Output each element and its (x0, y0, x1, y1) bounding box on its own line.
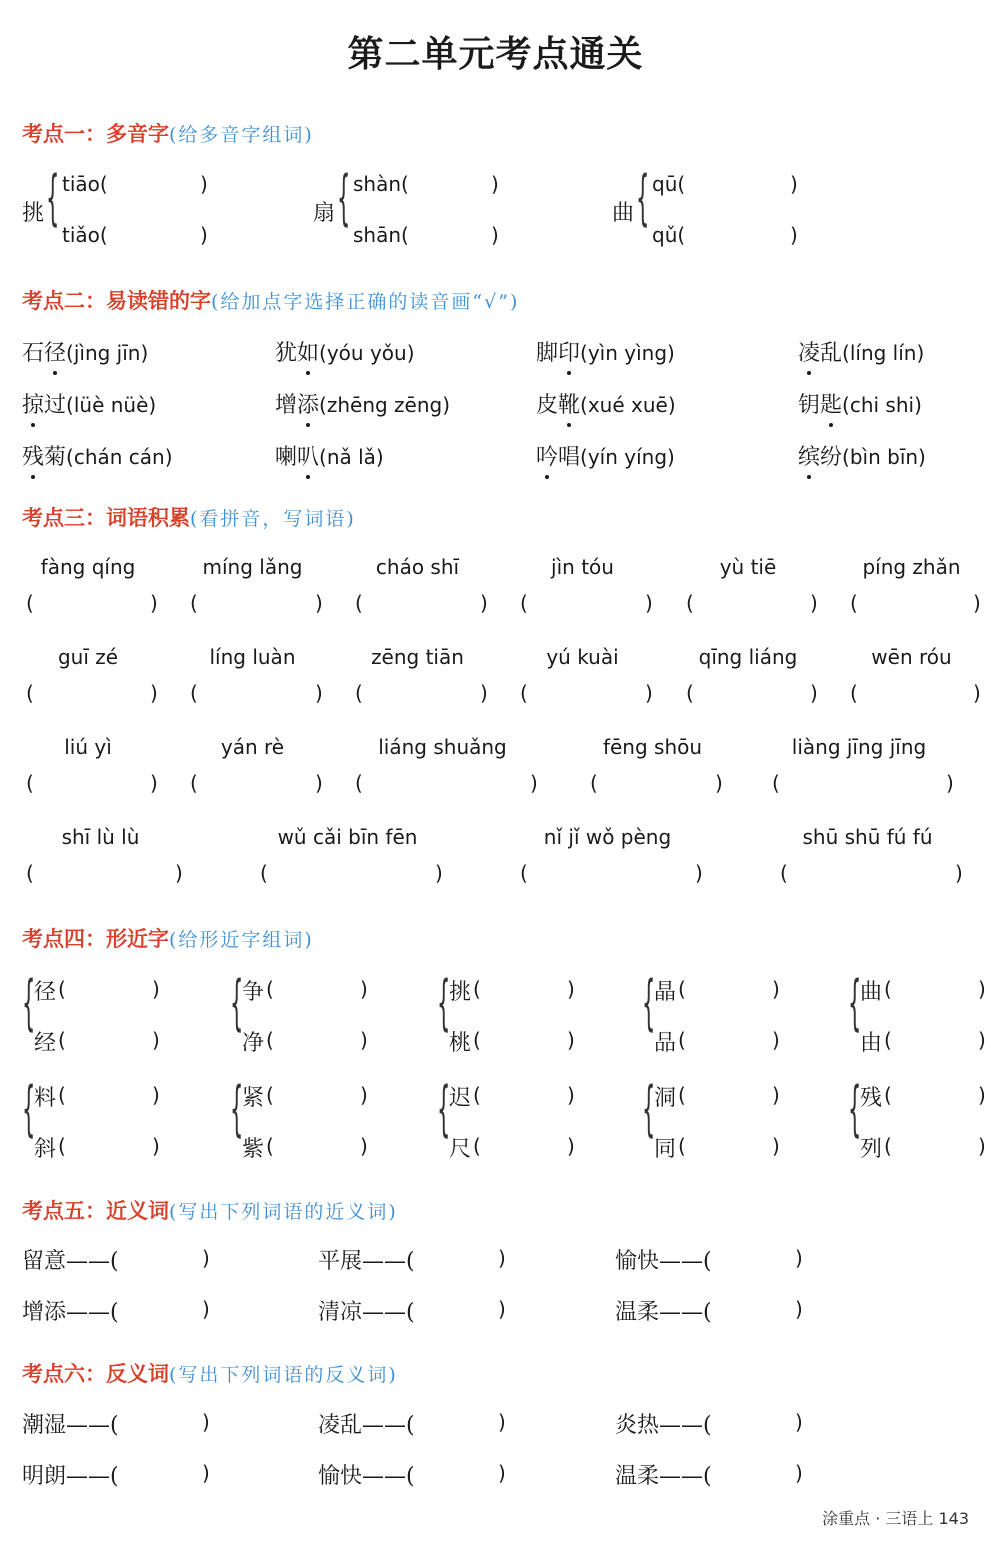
answer-blank-open: ( (58, 1028, 66, 1052)
section-2-hint: (给加点字选择正确的读音画“√”) (211, 291, 520, 313)
section-1-heading (22, 118, 314, 148)
section-1-label: 考点一：多音字 (22, 121, 169, 146)
answer-blank-close: ) (567, 1083, 575, 1107)
polyphone-reading-bottom: qǔ( (652, 223, 686, 247)
answer-blank-close: ) (152, 1028, 160, 1052)
similar-char-top: 曲 (860, 980, 883, 1005)
similar-char-bottom: 经 (34, 1031, 57, 1056)
polyphone-char: 扇 (313, 201, 336, 226)
reading-options[interactable]: (jìng jīn) (66, 341, 149, 365)
answer-blank-open: ( (780, 861, 788, 885)
answer-blank-close: ) (498, 1461, 506, 1485)
brace-icon: { (22, 968, 36, 1038)
word-char: 增 (275, 393, 298, 418)
answer-blank-open: ( (260, 861, 268, 885)
answer-blank-open: ( (26, 771, 34, 795)
brace-icon: { (848, 968, 862, 1038)
answer-blank-close: ) (973, 681, 981, 705)
answer-blank-open: ( (473, 1028, 481, 1052)
answer-blank-close: ) (480, 681, 488, 705)
answer-blank-close: ) (795, 1297, 803, 1321)
answer-blank-open: ( (520, 681, 528, 705)
answer-blank-close: ) (360, 1134, 368, 1158)
pinyin-prompt: cháo shī (375, 555, 460, 579)
word-prompt: 炎热——( (615, 1413, 712, 1438)
similar-char-top: 争 (242, 980, 265, 1005)
pinyin-prompt: shī lù lù (61, 825, 140, 849)
answer-blank-close: ) (315, 771, 323, 795)
section-4-heading (22, 923, 314, 953)
brace-icon: { (230, 968, 244, 1038)
answer-blank-close: ) (152, 977, 160, 1001)
answer-blank-close: ) (152, 1083, 160, 1107)
answer-blank-open: ( (473, 977, 481, 1001)
section-5-hint: (写出下列词语的近义词) (169, 1201, 398, 1223)
brace-icon: { (22, 1074, 36, 1144)
reading-item (798, 440, 926, 471)
polyphone-char: 挑 (22, 201, 45, 226)
answer-blank-close: ) (202, 1461, 210, 1485)
brace-icon: { (642, 1074, 656, 1144)
similar-char-top: 迟 (449, 1086, 472, 1111)
reading-item (536, 388, 676, 419)
brace-icon: { (848, 1074, 862, 1144)
brace-icon: { (46, 163, 60, 233)
answer-blank-close: ) (150, 771, 158, 795)
answer-blank-close: ) (978, 1134, 986, 1158)
dotted-char: 添 (297, 388, 319, 419)
section-6-heading (22, 1358, 398, 1388)
reading-item (536, 336, 675, 367)
answer-blank-close: ) (695, 861, 703, 885)
pinyin-prompt: fàng qíng (40, 555, 136, 579)
answer-blank-close: ) (715, 771, 723, 795)
pinyin-prompt: jìn tóu (551, 555, 614, 579)
word-char: 唱 (558, 445, 581, 470)
answer-blank-close: ) (645, 681, 653, 705)
similar-char-bottom: 桃 (449, 1031, 472, 1056)
pinyin-prompt: shū shū fú fú (802, 825, 933, 849)
answer-blank-close: ) (810, 681, 818, 705)
similar-char-top: 挑 (449, 980, 472, 1005)
answer-blank-close: ) (772, 1134, 780, 1158)
reading-options[interactable]: (yín yíng) (580, 445, 675, 469)
pinyin-prompt: fēng shōu (602, 735, 703, 759)
answer-blank-close: ) (315, 681, 323, 705)
pinyin-prompt: liáng shuǎng (378, 735, 507, 759)
word-char: 乱 (820, 341, 843, 366)
similar-char-top: 残 (860, 1086, 883, 1111)
word-prompt: 潮湿——( (22, 1413, 119, 1438)
pinyin-prompt: líng luàn (209, 645, 296, 669)
reading-options[interactable]: (lüè nüè) (66, 393, 157, 417)
word-char: 犹 (275, 341, 298, 366)
answer-blank-close: ) (772, 1083, 780, 1107)
similar-char-top: 径 (34, 980, 57, 1005)
section-1-hint: (给多音字组词) (169, 124, 314, 146)
answer-blank-open: ( (355, 681, 363, 705)
page-footer: 涂重点 · 三语上 143 (822, 1509, 969, 1528)
word-char: 过 (44, 393, 67, 418)
similar-char-bottom: 由 (860, 1031, 883, 1056)
answer-blank-close: ) (795, 1246, 803, 1270)
answer-blank-close: ) (645, 591, 653, 615)
answer-blank-open: ( (190, 681, 198, 705)
answer-blank-close: ) (772, 1028, 780, 1052)
section-3-hint: (看拼音，写词语) (190, 508, 356, 530)
polyphone-reading-bottom: shān( (353, 223, 409, 247)
answer-blank-close: ) (790, 172, 798, 196)
dotted-char: 吟 (536, 440, 558, 471)
section-5-heading (22, 1195, 398, 1225)
answer-blank-open: ( (26, 861, 34, 885)
reading-options[interactable]: (yìn yìng) (580, 341, 675, 365)
answer-blank-close: ) (150, 591, 158, 615)
answer-blank-close: ) (202, 1246, 210, 1270)
section-4-label: 考点四：形近字 (22, 926, 169, 951)
dotted-char: 残 (22, 440, 44, 471)
pinyin-prompt: wēn róu (871, 645, 952, 669)
answer-blank-close: ) (498, 1410, 506, 1434)
word-prompt: 清凉——( (318, 1300, 415, 1325)
answer-blank-open: ( (590, 771, 598, 795)
answer-blank-close: ) (810, 591, 818, 615)
word-prompt: 平展——( (318, 1249, 415, 1274)
answer-blank-open: ( (355, 771, 363, 795)
dotted-char: 径 (44, 336, 66, 367)
section-2-heading (22, 285, 519, 315)
answer-blank-open: ( (686, 681, 694, 705)
answer-blank-close: ) (946, 771, 954, 795)
polyphone-char: 曲 (612, 201, 635, 226)
answer-blank-close: ) (567, 1028, 575, 1052)
section-6-hint: (写出下列词语的反义词) (169, 1364, 398, 1386)
similar-char-bottom: 同 (654, 1137, 677, 1162)
reading-item (275, 440, 384, 471)
answer-blank-close: ) (200, 172, 208, 196)
reading-item (22, 336, 148, 367)
brace-icon: { (642, 968, 656, 1038)
answer-blank-close: ) (491, 172, 499, 196)
similar-char-bottom: 紫 (242, 1137, 265, 1162)
word-prompt: 温柔——( (615, 1464, 712, 1489)
pinyin-prompt: yù tiē (719, 555, 777, 579)
answer-blank-close: ) (315, 591, 323, 615)
word-prompt: 温柔——( (615, 1300, 712, 1325)
answer-blank-open: ( (850, 681, 858, 705)
answer-blank-open: ( (520, 861, 528, 885)
polyphone-reading-top: tiāo( (62, 172, 108, 196)
similar-char-bottom: 品 (654, 1031, 677, 1056)
reading-item (22, 440, 173, 471)
word-char: 菊 (44, 445, 67, 470)
pinyin-prompt: míng lǎng (202, 555, 303, 579)
answer-blank-close: ) (790, 223, 798, 247)
pinyin-prompt: yán rè (220, 735, 285, 759)
word-char: 皮 (536, 393, 559, 418)
pinyin-prompt: píng zhǎn (862, 555, 961, 579)
answer-blank-close: ) (491, 223, 499, 247)
polyphone-reading-bottom: tiǎo( (62, 223, 108, 247)
answer-blank-open: ( (58, 1083, 66, 1107)
answer-blank-close: ) (978, 977, 986, 1001)
reading-options[interactable]: (nǎ lǎ) (319, 445, 384, 469)
brace-icon: { (636, 163, 650, 233)
similar-char-bottom: 斜 (34, 1137, 57, 1162)
word-prompt: 增添——( (22, 1300, 119, 1325)
answer-blank-close: ) (435, 861, 443, 885)
answer-blank-close: ) (795, 1461, 803, 1485)
reading-options[interactable]: (bìn bīn) (842, 445, 926, 469)
answer-blank-open: ( (190, 771, 198, 795)
section-6-label: 考点六：反义词 (22, 1361, 169, 1386)
answer-blank-open: ( (520, 591, 528, 615)
answer-blank-close: ) (360, 1028, 368, 1052)
reading-options[interactable]: (xué xuē) (580, 393, 676, 417)
answer-blank-open: ( (266, 1083, 274, 1107)
reading-item (22, 388, 156, 419)
answer-blank-open: ( (850, 591, 858, 615)
answer-blank-open: ( (266, 1028, 274, 1052)
answer-blank-close: ) (150, 681, 158, 705)
pinyin-prompt: nǐ jǐ wǒ pèng (543, 825, 672, 849)
answer-blank-open: ( (884, 1134, 892, 1158)
dotted-char: 掠 (22, 388, 44, 419)
brace-icon: { (437, 1074, 451, 1144)
word-prompt: 明朗——( (22, 1464, 119, 1489)
answer-blank-open: ( (355, 591, 363, 615)
answer-blank-close: ) (200, 223, 208, 247)
word-char: 脚 (536, 341, 559, 366)
dotted-char: 缤 (798, 440, 820, 471)
answer-blank-open: ( (686, 591, 694, 615)
page-title: 第二单元考点通关 (347, 33, 644, 75)
reading-options[interactable]: (zhēng zēng) (319, 393, 451, 417)
answer-blank-open: ( (190, 591, 198, 615)
answer-blank-close: ) (978, 1083, 986, 1107)
word-char: 石 (22, 341, 45, 366)
section-4-hint: (给形近字组词) (169, 929, 314, 951)
answer-blank-open: ( (26, 591, 34, 615)
answer-blank-close: ) (360, 1083, 368, 1107)
pinyin-prompt: yú kuài (546, 645, 619, 669)
answer-blank-close: ) (360, 977, 368, 1001)
brace-icon: { (437, 968, 451, 1038)
answer-blank-open: ( (884, 977, 892, 1001)
pinyin-prompt: qīng liáng (698, 645, 798, 669)
answer-blank-close: ) (978, 1028, 986, 1052)
similar-char-top: 晶 (654, 980, 677, 1005)
answer-blank-close: ) (973, 591, 981, 615)
answer-blank-close: ) (955, 861, 963, 885)
answer-blank-close: ) (772, 977, 780, 1001)
answer-blank-close: ) (567, 977, 575, 1001)
answer-blank-close: ) (202, 1297, 210, 1321)
answer-blank-open: ( (678, 1134, 686, 1158)
polyphone-reading-top: qū( (652, 172, 686, 196)
answer-blank-close: ) (202, 1410, 210, 1434)
pinyin-prompt: zēng tiān (371, 645, 464, 669)
answer-blank-open: ( (266, 977, 274, 1001)
dotted-char: 匙 (820, 388, 842, 419)
similar-char-top: 紧 (242, 1086, 265, 1111)
answer-blank-open: ( (678, 977, 686, 1001)
word-prompt: 凌乱——( (318, 1413, 415, 1438)
section-5-label: 考点五：近义词 (22, 1198, 169, 1223)
answer-blank-close: ) (480, 591, 488, 615)
pinyin-prompt: wǔ cǎi bīn fēn (277, 825, 418, 849)
similar-char-top: 洞 (654, 1086, 677, 1111)
word-prompt: 愉快——( (318, 1464, 415, 1489)
answer-blank-open: ( (58, 977, 66, 1001)
similar-char-bottom: 净 (242, 1031, 265, 1056)
word-char: 纷 (820, 445, 843, 470)
polyphone-reading-top: shàn( (353, 172, 409, 196)
section-2-label: 考点二：易读错的字 (22, 288, 211, 313)
reading-options[interactable]: (chi shi) (842, 393, 922, 417)
brace-icon: { (230, 1074, 244, 1144)
brace-icon: { (337, 163, 351, 233)
answer-blank-open: ( (772, 771, 780, 795)
answer-blank-open: ( (678, 1028, 686, 1052)
answer-blank-open: ( (473, 1134, 481, 1158)
answer-blank-close: ) (175, 861, 183, 885)
reading-item (536, 440, 675, 471)
reading-item (275, 388, 450, 419)
pinyin-prompt: guī zé (57, 645, 119, 669)
word-prompt: 留意——( (22, 1249, 119, 1274)
answer-blank-close: ) (152, 1134, 160, 1158)
answer-blank-open: ( (26, 681, 34, 705)
answer-blank-close: ) (498, 1297, 506, 1321)
answer-blank-close: ) (567, 1134, 575, 1158)
reading-options[interactable]: (líng lín) (842, 341, 925, 365)
answer-blank-open: ( (884, 1028, 892, 1052)
word-char: 钥 (798, 393, 821, 418)
dotted-char: 凌 (798, 336, 820, 367)
similar-char-bottom: 列 (860, 1137, 883, 1162)
answer-blank-close: ) (795, 1410, 803, 1434)
reading-item (275, 336, 415, 367)
word-prompt: 愉快——( (615, 1249, 712, 1274)
answer-blank-open: ( (58, 1134, 66, 1158)
dotted-char: 靴 (558, 388, 580, 419)
answer-blank-open: ( (884, 1083, 892, 1107)
word-char: 喇 (275, 445, 298, 470)
reading-options[interactable]: (yóu yǒu) (319, 341, 415, 365)
pinyin-prompt: liú yì (64, 735, 112, 759)
similar-char-top: 料 (34, 1086, 57, 1111)
pinyin-prompt: liàng jīng jīng (791, 735, 927, 759)
dotted-char: 叭 (297, 440, 319, 471)
similar-char-bottom: 尺 (449, 1137, 472, 1162)
section-3-heading (22, 502, 356, 532)
answer-blank-close: ) (498, 1246, 506, 1270)
reading-item (798, 336, 924, 367)
answer-blank-close: ) (530, 771, 538, 795)
section-3-label: 考点三：词语积累 (22, 505, 190, 530)
answer-blank-open: ( (473, 1083, 481, 1107)
reading-item (798, 388, 922, 419)
reading-options[interactable]: (chán cán) (66, 445, 173, 469)
answer-blank-open: ( (678, 1083, 686, 1107)
answer-blank-open: ( (266, 1134, 274, 1158)
dotted-char: 印 (558, 336, 580, 367)
dotted-char: 如 (297, 336, 319, 367)
